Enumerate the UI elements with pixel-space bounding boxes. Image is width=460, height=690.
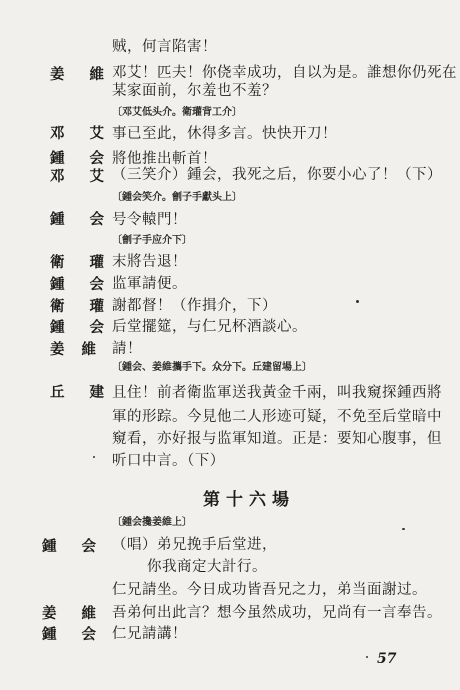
speaker-label: 姜 維 xyxy=(50,66,115,83)
speaker-label: 邓 艾 xyxy=(50,125,115,142)
dialogue-line: 且住！前者衛监軍送我黃金千兩，叫我窺探鍾西將 xyxy=(112,385,442,401)
dialogue-line: （唱）弟兄挽手后堂进， xyxy=(112,537,277,553)
dialogue-line: 將他推出斬首！ xyxy=(112,151,217,167)
dialogue-line: 贼，何言陷害！ xyxy=(112,39,217,55)
dialogue-line: 某家面前，尔羞也不羞？ xyxy=(112,83,277,99)
dialogue-line: 邓艾！匹夫！你侥幸成功，自以为是。誰想你仍死在 xyxy=(112,65,457,81)
scan-speck xyxy=(402,528,405,530)
dialogue-line: 仁兄請講！ xyxy=(112,626,187,642)
dialogue-line: 吾弟何出此言？想今虽然成功，兄尚有一言奉告。 xyxy=(112,605,442,621)
dialogue-line: 仁兄請坐。今日成功皆吾兄之力，弟当面謝过。 xyxy=(112,582,427,598)
speaker-label: 鍾 会 xyxy=(50,319,115,336)
scene-heading: 第十六場 xyxy=(203,490,295,510)
dialogue-line: 后堂擺筵，与仁兄杯酒談心。 xyxy=(112,319,307,335)
dialogue-line: 軍的形踪。今見他二人形迹可疑，不免至后堂暗中 xyxy=(112,409,442,425)
speaker-label: 鍾 会 xyxy=(42,538,107,555)
scan-speck xyxy=(356,300,359,303)
dialogue-line: 号令轅門！ xyxy=(112,212,187,228)
stage-direction: 〔鍾会攙姜維上〕 xyxy=(112,517,192,528)
speaker-label: 衛 瓘 xyxy=(50,254,115,271)
speaker-label: 鍾 会 xyxy=(50,150,115,167)
speaker-label: 鍾 会 xyxy=(50,211,115,228)
stage-direction: 〔鍾会笑介。劊子手獻头上〕 xyxy=(112,192,242,203)
dialogue-line: 末將告退！ xyxy=(112,254,187,270)
speaker-label: 衛 瓘 xyxy=(50,298,115,315)
speaker-label: 丘 建 xyxy=(50,384,115,401)
speaker-label: 鍾 会 xyxy=(50,276,115,293)
speaker-label: 邓 艾 xyxy=(50,168,115,185)
scan-speck xyxy=(93,456,95,458)
speaker-label: 姜 維 xyxy=(42,605,107,622)
speaker-label: 鍾 会 xyxy=(42,626,107,643)
speaker-label: 姜 維 xyxy=(50,341,103,358)
page-number: 57 xyxy=(377,651,397,667)
stage-direction: 〔鍾会、姜維攜手下。众分下。丘建留場上〕 xyxy=(112,362,312,373)
scan-speck xyxy=(366,656,368,658)
dialogue-line: 你我商定大計行。 xyxy=(147,559,267,575)
dialogue-line: 事已至此，休得多言。快快开刀！ xyxy=(112,126,337,142)
dialogue-line: 謝都督！（作揖介，下） xyxy=(112,298,277,314)
stage-direction: 〔劊子手应介下〕 xyxy=(112,235,192,246)
stage-direction: 〔邓艾低头介。衛瓘背工介〕 xyxy=(112,107,242,118)
dialogue-line: （三笑介）鍾会，我死之后，你要小心了！（下） xyxy=(112,167,442,183)
dialogue-line: 听口中言。（下） xyxy=(112,453,225,469)
dialogue-line: 监軍請便。 xyxy=(112,276,187,292)
dialogue-line: 窺看，亦好报与监軍知道。正是：要知心腹事，但 xyxy=(112,431,442,447)
dialogue-line: 請！ xyxy=(112,341,142,357)
